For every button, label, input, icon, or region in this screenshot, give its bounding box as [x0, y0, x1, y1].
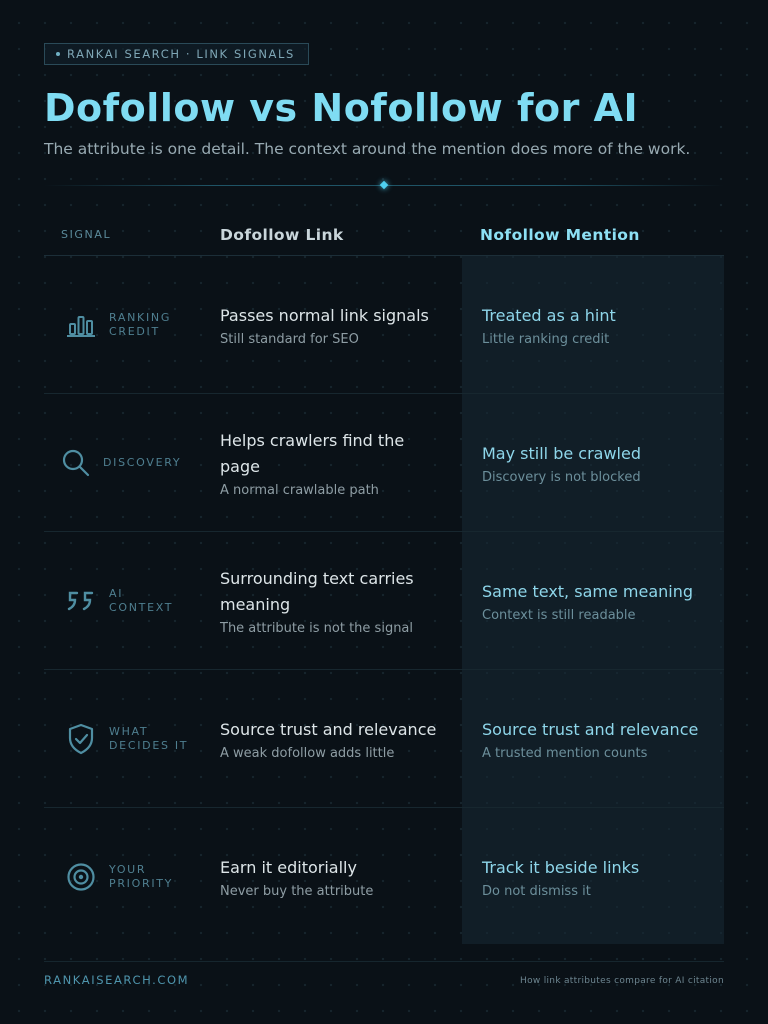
dofollow-cell [220, 428, 462, 498]
dofollow-cell [220, 717, 462, 761]
dofollow-sub: The attribute is not the signal [220, 620, 414, 636]
dofollow-sub: A weak dofollow adds little [220, 745, 395, 761]
nofollow-cell [462, 717, 724, 761]
nofollow-main: Source trust and relevance [482, 719, 699, 739]
page-subtitle: The attribute is one detail. The context around the mention does more of the work. [44, 140, 691, 158]
dofollow-main: Passes normal link signals [220, 305, 429, 325]
table-row [44, 394, 724, 532]
signal-label: DISCOVERY [103, 455, 182, 469]
nofollow-sub: Discovery is not blocked [482, 469, 641, 485]
quote-icon [65, 585, 97, 617]
brand-tag-text: RANKAI SEARCH · LINK SIGNALS [67, 47, 295, 61]
nofollow-sub: Context is still readable [482, 607, 636, 623]
nofollow-main: May still be crawled [482, 443, 641, 463]
nofollow-cell [462, 441, 724, 485]
nofollow-cell [462, 855, 724, 899]
dofollow-sub: Still standard for SEO [220, 331, 359, 347]
dofollow-main: Helps crawlers find the page [220, 430, 405, 476]
header-signal: SIGNAL [61, 228, 112, 241]
page-title: Dofollow vs Nofollow for AI [44, 86, 639, 130]
signal-cell [44, 309, 220, 341]
signal-cell [44, 585, 220, 617]
dofollow-main: Source trust and relevance [220, 719, 437, 739]
nofollow-main: Treated as a hint [482, 305, 616, 325]
dofollow-sub: A normal crawlable path [220, 482, 379, 498]
search-icon [60, 447, 92, 479]
diamond-icon [380, 181, 388, 189]
nofollow-sub: Do not dismiss it [482, 883, 591, 899]
dofollow-main: Surrounding text carries meaning [220, 568, 414, 614]
nofollow-sub: Little ranking credit [482, 331, 610, 347]
dofollow-main: Earn it editorially [220, 857, 357, 877]
footer-site-link[interactable]: RANKAISEARCH.COM [44, 973, 190, 987]
footer-divider [44, 961, 724, 962]
table-row [44, 256, 724, 394]
table-header [44, 214, 724, 256]
signal-label: WHAT DECIDES IT [109, 724, 189, 752]
nofollow-cell [462, 579, 724, 623]
bar-chart-icon [65, 309, 97, 341]
nofollow-main: Same text, same meaning [482, 581, 693, 601]
table-row [44, 670, 724, 808]
signal-cell [44, 447, 220, 479]
footer-caption: How link attributes compare for AI citation [520, 976, 724, 986]
signal-cell [44, 723, 220, 755]
header-dofollow: Dofollow Link [220, 225, 344, 244]
signal-label: RANKING CREDIT [109, 310, 172, 338]
dofollow-cell [220, 855, 462, 899]
nofollow-main: Track it beside links [482, 857, 640, 877]
comparison-table [44, 214, 724, 945]
dofollow-sub: Never buy the attribute [220, 883, 374, 899]
shield-check-icon [65, 723, 97, 755]
header-nofollow: Nofollow Mention [480, 225, 640, 244]
header-divider [44, 185, 724, 186]
table-row [44, 532, 724, 670]
dofollow-cell [220, 303, 462, 347]
signal-label: YOUR PRIORITY [109, 862, 174, 890]
brand-tag [44, 43, 309, 65]
tag-dot-icon [56, 52, 60, 56]
signal-cell [44, 861, 220, 893]
table-row [44, 808, 724, 945]
signal-label: AI CONTEXT [109, 586, 174, 614]
nofollow-cell [462, 303, 724, 347]
infographic [44, 41, 724, 899]
target-icon [65, 861, 97, 893]
nofollow-sub: A trusted mention counts [482, 745, 648, 761]
dofollow-cell [220, 566, 462, 636]
